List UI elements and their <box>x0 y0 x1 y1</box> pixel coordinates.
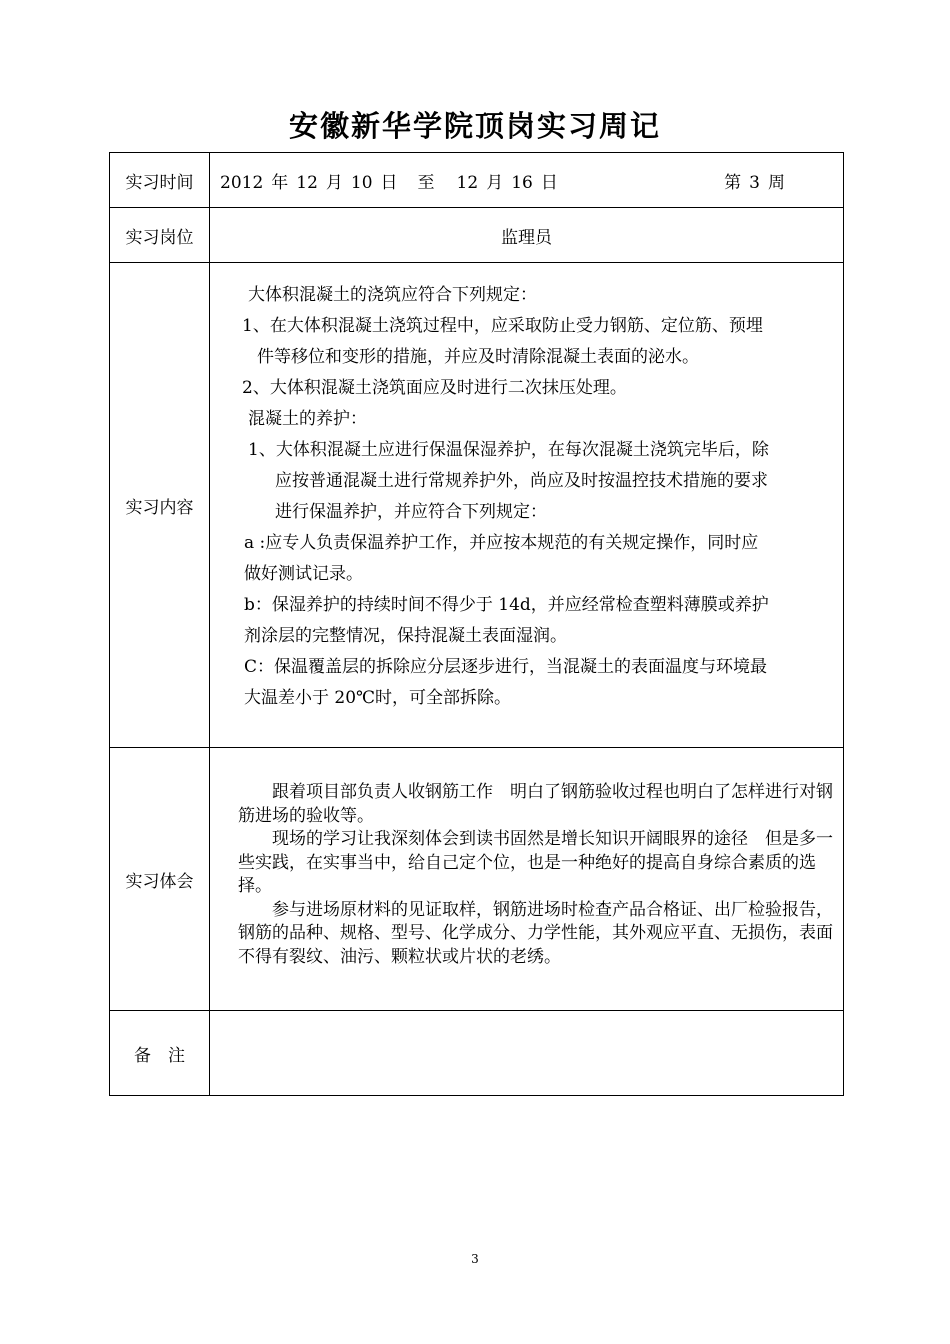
week-suffix: 周 <box>768 172 785 193</box>
content-line: 1、大体积混凝土应进行保温保湿养护，在每次混凝土浇筑完毕后，除 <box>248 440 769 460</box>
time-end-month: 12 <box>456 172 479 193</box>
content-text <box>210 266 843 744</box>
post-value: 监理员 <box>210 208 844 263</box>
page-number: 3 <box>471 1252 479 1266</box>
page-title: 安徽新华学院顶岗实习周记 <box>288 109 661 143</box>
time-year-unit: 年 <box>271 172 289 193</box>
time-start-day: 10 <box>350 172 373 193</box>
time-end-month-unit: 月 <box>486 172 504 193</box>
time-end-day: 16 <box>511 172 533 193</box>
post-label: 实习岗位 <box>110 208 210 263</box>
table-row-notes <box>110 1011 844 1096</box>
content-line: 件等移位和变形的措施，并应及时清除混凝土表面的泌水。 <box>257 347 699 367</box>
reflection-cell <box>210 748 844 1011</box>
content-label: 实习内容 <box>110 263 210 748</box>
week-number: 3 <box>749 172 760 193</box>
time-range <box>210 168 843 193</box>
time-end-day-unit: 日 <box>540 172 558 193</box>
content-line: 大温差小于 20℃时，可全部拆除。 <box>244 688 512 708</box>
notes-value <box>210 1011 844 1096</box>
content-line: a :应专人负责保温养护工作，并应按本规范的有关规定操作，同时应 <box>244 533 759 553</box>
reflection-label: 实习体会 <box>110 748 210 1011</box>
reflection-text <box>210 755 843 1003</box>
time-to: 至 <box>417 172 435 193</box>
content-line: b：保湿养护的持续时间不得少于 14d，并应经常检查塑料薄膜或养护 <box>244 595 769 615</box>
table-row-post <box>110 208 844 263</box>
time-start-month: 12 <box>296 172 318 193</box>
table-row-content <box>110 263 844 748</box>
reflection-paragraph: 参与进场原材料的见证取样，钢筋进场时检查产品合格证、出厂检验报告，钢筋的品种、规格、型号、化学成分、力学性能，其外观应平直、无损伤，表面不得有裂纹、油污、颗粒状或片状的老绣。 <box>238 899 833 967</box>
time-value-cell <box>210 153 844 208</box>
content-cell <box>210 263 844 748</box>
content-line: 1、在大体积混凝土浇筑过程中，应采取防止受力钢筋、定位筋、预埋 <box>242 316 763 336</box>
weekly-journal-table <box>109 152 844 1096</box>
week-indicator <box>724 168 785 193</box>
content-line: 混凝土的养护： <box>248 409 367 429</box>
reflection-paragraph: 现场的学习让我深刻体会到读书固然是增长知识开阔眼界的途径 但是多一些实践，在实事当中，给自己定个位，也是一种绝好的提高自身综合素质的选择。 <box>238 829 833 896</box>
content-line: 应按普通混凝土进行常规养护外，尚应及时按温控技术措施的要求 <box>275 471 768 491</box>
notes-label: 备 注 <box>110 1011 210 1096</box>
content-line: 进行保温养护，并应符合下列规定： <box>275 502 547 522</box>
content-line: 剂涂层的完整情况，保持混凝土表面湿润。 <box>244 626 567 646</box>
content-line: 2、大体积混凝土浇筑面应及时进行二次抹压处理。 <box>242 378 627 398</box>
table-row-time <box>110 153 844 208</box>
content-line: 做好测试记录。 <box>244 564 363 584</box>
table-row-reflection <box>110 748 844 1011</box>
reflection-paragraph: 跟着项目部负责人收钢筋工作 明白了钢筋验收过程也明白了怎样进行对钢筋进场的验收等。 <box>238 782 833 826</box>
time-year: 2012 <box>220 172 264 193</box>
week-prefix: 第 <box>724 172 742 193</box>
time-day-unit: 日 <box>380 172 398 193</box>
time-month-unit: 月 <box>325 172 343 193</box>
content-line: 大体积混凝土的浇筑应符合下列规定： <box>248 285 537 305</box>
time-label: 实习时间 <box>110 153 210 208</box>
content-line: C：保温覆盖层的拆除应分层逐步进行，当混凝土的表面温度与环境最 <box>244 657 768 677</box>
